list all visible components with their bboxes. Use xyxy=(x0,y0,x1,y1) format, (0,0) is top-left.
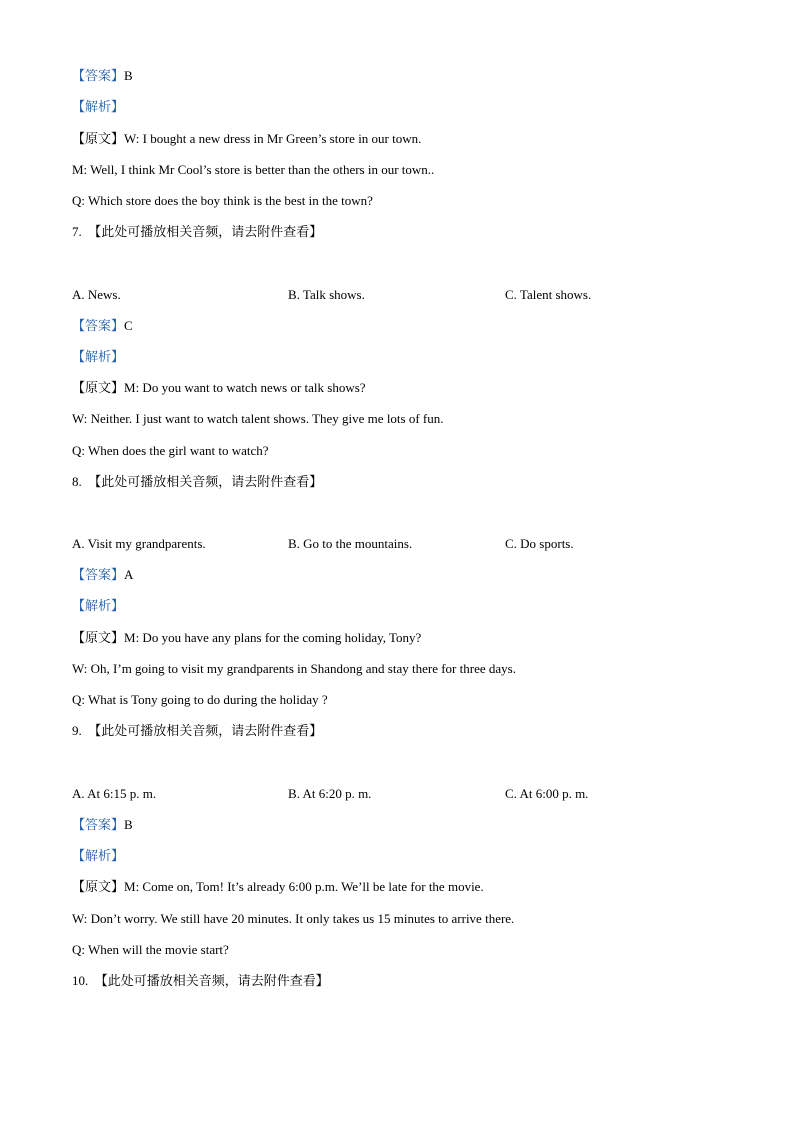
q8-options xyxy=(72,535,722,553)
answer-label: 【答案】 xyxy=(72,68,125,83)
q7-answer-value: C xyxy=(124,318,133,333)
q9-number: 9. xyxy=(72,723,82,738)
q9-question-line xyxy=(72,722,322,740)
q9-option-b: B. At 6:20 p. m. xyxy=(288,786,372,801)
q8-transcript-2: W: Oh, I’m going to visit my grandparents in Shandong and stay there for three days. xyxy=(72,661,516,676)
q9-option-a: A. At 6:15 p. m. xyxy=(72,786,157,801)
q6-transcript-2: M: Well, I think Mr Cool’s store is better than the others in our town.. xyxy=(72,162,435,177)
original-label: 【原文】 xyxy=(72,131,125,146)
q9-options xyxy=(72,785,722,803)
q9-answer-line xyxy=(72,816,133,834)
q9-transcript-1: M: Come on, Tom! It’s already 6:00 p.m. We’ll be late for the movie. xyxy=(124,879,484,894)
q7-option-c: C. Talent shows. xyxy=(505,287,592,302)
q9-analysis-line xyxy=(72,847,124,865)
analysis-label: 【解析】 xyxy=(72,598,125,613)
q6-analysis-line xyxy=(72,98,124,116)
q6-transcript-3: Q: Which store does the boy think is the best in the town? xyxy=(72,193,373,208)
original-label: 【原文】 xyxy=(72,879,125,894)
q8-question-line xyxy=(72,473,322,491)
q8-transcript-3: Q: What is Tony going to do during the holiday ? xyxy=(72,692,328,707)
analysis-label: 【解析】 xyxy=(72,848,125,863)
q7-number: 7. xyxy=(72,224,82,239)
answer-label: 【答案】 xyxy=(72,567,125,582)
q8-original-line-1 xyxy=(72,629,421,647)
q9-option-c: C. At 6:00 p. m. xyxy=(505,786,589,801)
q7-analysis-line xyxy=(72,348,124,366)
q6-original-line-1 xyxy=(72,130,421,148)
q7-transcript-1: M: Do you want to watch news or talk shows? xyxy=(124,380,366,395)
q8-answer-line xyxy=(72,566,133,584)
audio-note: 【此处可播放相关音频，请去附件查看】 xyxy=(88,723,323,738)
original-label: 【原文】 xyxy=(72,630,125,645)
q8-transcript-1: M: Do you have any plans for the coming holiday, Tony? xyxy=(124,630,422,645)
audio-note: 【此处可播放相关音频，请去附件查看】 xyxy=(88,474,323,489)
q6-answer-line xyxy=(72,67,133,85)
q9-original-line-1 xyxy=(72,878,484,896)
q6-answer-value: B xyxy=(124,68,133,83)
q7-options xyxy=(72,286,722,304)
q7-transcript-3: Q: When does the girl want to watch? xyxy=(72,443,269,458)
q7-option-b: B. Talk shows. xyxy=(288,287,365,302)
q10-number: 10. xyxy=(72,973,89,988)
q6-transcript-1: W: I bought a new dress in Mr Green’s store in our town. xyxy=(124,131,422,146)
q8-number: 8. xyxy=(72,474,82,489)
audio-note: 【此处可播放相关音频，请去附件查看】 xyxy=(94,973,329,988)
q8-answer-value: A xyxy=(124,567,134,582)
original-label: 【原文】 xyxy=(72,380,125,395)
q9-transcript-2: W: Don’t worry. We still have 20 minutes. It only takes us 15 minutes to arrive there. xyxy=(72,911,515,926)
q8-option-c: C. Do sports. xyxy=(505,536,574,551)
q8-option-b: B. Go to the mountains. xyxy=(288,536,413,551)
q7-answer-line xyxy=(72,317,133,335)
analysis-label: 【解析】 xyxy=(72,349,125,364)
answer-label: 【答案】 xyxy=(72,817,125,832)
q9-answer-value: B xyxy=(124,817,133,832)
answer-label: 【答案】 xyxy=(72,318,125,333)
audio-note: 【此处可播放相关音频，请去附件查看】 xyxy=(88,224,323,239)
q7-option-a: A. News. xyxy=(72,287,121,302)
q7-question-line xyxy=(72,223,322,241)
q9-transcript-3: Q: When will the movie start? xyxy=(72,942,229,957)
q7-original-line-1 xyxy=(72,379,366,397)
q10-question-line xyxy=(72,972,329,990)
q8-option-a: A. Visit my grandparents. xyxy=(72,536,206,551)
q7-transcript-2: W: Neither. I just want to watch talent shows. They give me lots of fun. xyxy=(72,411,444,426)
analysis-label: 【解析】 xyxy=(72,99,125,114)
q8-analysis-line xyxy=(72,597,124,615)
